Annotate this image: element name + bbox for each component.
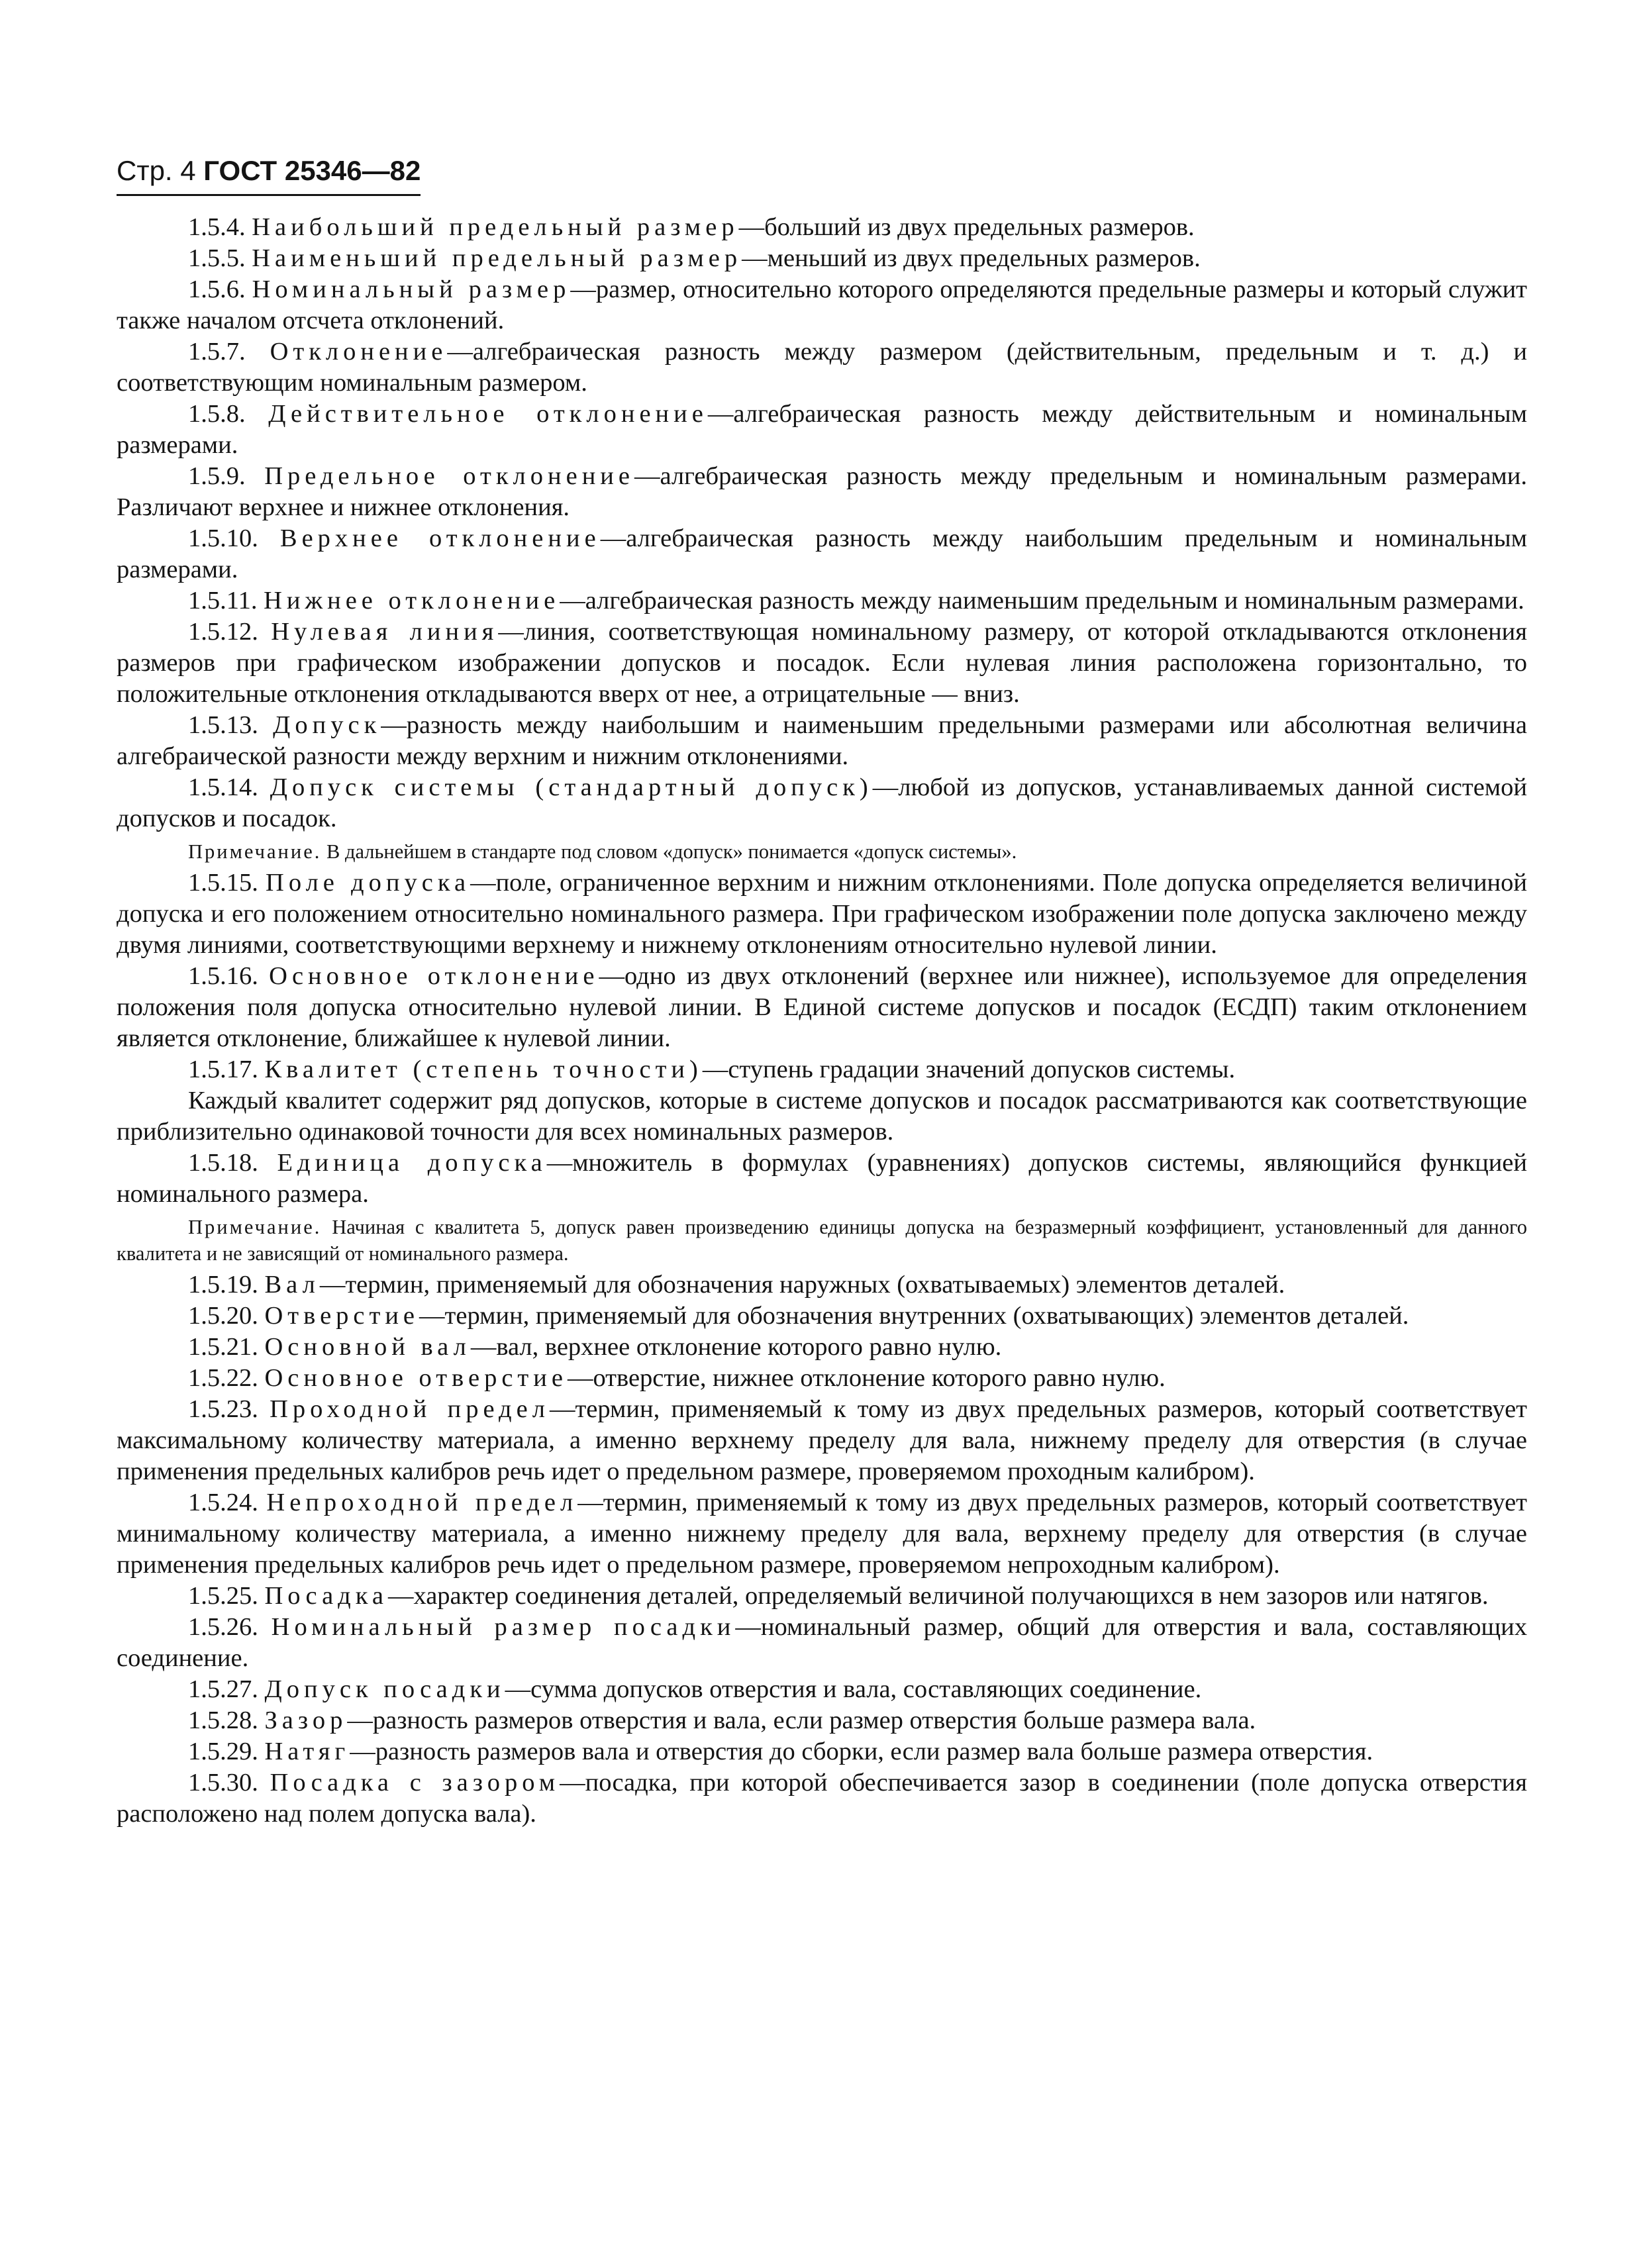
clause-term: Основное отклонение	[269, 962, 599, 990]
clause-1-5-8	[117, 399, 1527, 461]
clause-term: Отклонение	[270, 338, 448, 366]
note-tolerance	[117, 838, 1527, 865]
clause-number: 1.5.25.	[188, 1582, 258, 1610]
clause-text: —одно из двух отклонений (верхнее или нижнее), используемое для определения положения поля допуска относительно нулевой линии. В Единой системе допусков и посадок (ЕСДП) таким отклонением является отклонение, ближайшее к нулевой линии.	[117, 962, 1527, 1052]
clause-number: 1.5.29.	[188, 1738, 258, 1765]
clause-term: Предельное отклонение	[264, 462, 634, 490]
clause-text: —алгебраическая разность между действительным и номинальным размерами.	[117, 400, 1528, 459]
clause-text: —характер соединения деталей, определяемый величиной получающихся в нем зазоров или натягов.	[387, 1582, 1489, 1610]
clause-term: Нулевая линия	[271, 618, 499, 646]
clause-number: 1.5.22.	[188, 1364, 258, 1392]
clause-term: Вал	[264, 1271, 320, 1299]
clause-term: Нижнее отклонение	[264, 587, 560, 615]
clause-number: 1.5.11.	[188, 587, 258, 615]
clause-text: —разность размеров отверстия и вала, если размер отверстия больше размера вала.	[347, 1706, 1256, 1734]
clause-text: —больший из двух предельных размеров.	[738, 213, 1195, 241]
clause-number: 1.5.4.	[188, 213, 246, 241]
clause-text: —множитель в формулах (уравнениях) допусков системы, являющийся функцией номинального размера.	[117, 1149, 1527, 1208]
page-number: Стр. 4	[117, 155, 196, 186]
clause-term: Допуск	[273, 711, 381, 739]
clause-term: Посадка с зазором	[270, 1769, 560, 1797]
clause-number: 1.5.28.	[188, 1706, 258, 1734]
clause-term: Зазор	[264, 1706, 348, 1734]
clause-term: Допуск системы (стандартный допуск)	[270, 773, 873, 801]
clause-1-5-18	[117, 1148, 1527, 1210]
clause-1-5-30	[117, 1767, 1527, 1830]
clause-number: 1.5.30.	[188, 1769, 258, 1797]
clause-number: 1.5.24.	[188, 1489, 258, 1516]
clause-1-5-23	[117, 1394, 1527, 1487]
clause-term: Основной вал	[264, 1333, 471, 1361]
note-label: Примечание.	[188, 840, 322, 863]
clause-text: —посадка, при которой обеспечивается зазор в соединении (поле допуска отверстия расположено над полем допуска вала).	[117, 1769, 1527, 1828]
clause-text: —отверстие, нижнее отклонение которого равно нулю.	[567, 1364, 1166, 1392]
clause-1-5-11	[117, 585, 1527, 616]
clause-term: Отверстие	[264, 1302, 420, 1330]
clause-term: Единица допуска	[277, 1149, 547, 1177]
clause-number: 1.5.12.	[188, 618, 258, 646]
clause-term: Верхнее отклонение	[279, 524, 601, 552]
clause-1-5-6	[117, 274, 1527, 336]
clause-number: 1.5.20.	[188, 1302, 258, 1330]
clause-text: —размер, относительно которого определяются предельные размеры и который служит также началом отсчета отклонений.	[117, 275, 1528, 334]
clause-1-5-14	[117, 772, 1527, 834]
clause-term: Наибольший предельный размер	[252, 213, 739, 241]
clause-1-5-10	[117, 523, 1527, 585]
clause-text: —термин, применяемый для обозначения внутренних (охватывающих) элементов деталей.	[419, 1302, 1409, 1330]
clause-number: 1.5.6.	[188, 275, 246, 303]
clause-1-5-7	[117, 336, 1527, 399]
clause-text: —любой из допусков, устанавливаемых данной системой допусков и посадок.	[117, 773, 1528, 832]
clause-1-5-29	[117, 1736, 1527, 1767]
clause-number: 1.5.10.	[188, 524, 258, 552]
clause-1-5-17	[117, 1054, 1527, 1085]
clause-number: 1.5.7.	[188, 338, 246, 366]
page-header	[117, 152, 421, 196]
clause-term: Непроходной предел	[266, 1489, 578, 1516]
clause-text: —термин, применяемый для обозначения наружных (охватываемых) элементов деталей.	[319, 1271, 1285, 1299]
clause-number: 1.5.16.	[188, 962, 258, 990]
clause-1-5-25	[117, 1581, 1527, 1612]
clause-number: 1.5.21.	[188, 1333, 258, 1361]
clause-1-5-9	[117, 461, 1527, 523]
clause-text: —алгебраическая разность между наименьшим предельным и номинальным размерами.	[560, 587, 1524, 615]
clause-number: 1.5.18.	[188, 1149, 258, 1177]
note-tolerance-unit	[117, 1214, 1527, 1267]
clause-number: 1.5.15.	[188, 869, 258, 897]
note-text: В дальнейшем в стандарте под словом «допуск» понимается «допуск системы».	[321, 840, 1017, 863]
clause-text: —вал, верхнее отклонение которого равно нулю.	[470, 1333, 1002, 1361]
clause-1-5-28	[117, 1705, 1527, 1736]
document-body	[117, 212, 1527, 1830]
kvalitet-explanation: Каждый квалитет содержит ряд допусков, которые в системе допусков и посадок рассматриваются как соответствующие приблизительно одинаковой точности для всех номинальных размеров.	[117, 1087, 1527, 1146]
clause-term: Основное отверстие	[264, 1364, 568, 1392]
clause-text: —алгебраическая разность между размером (действительным, предельным и т. д.) и соответствующим номинальным размером.	[117, 338, 1527, 397]
clause-number: 1.5.14.	[188, 773, 258, 801]
clause-number: 1.5.9.	[188, 462, 246, 490]
clause-text: —поле, ограниченное верхним и нижним отклонениями. Поле допуска определяется величиной допуска и его положением относительно номинального размера. При графическом изображении поле допуска заключено между двумя линиями, соответствующими верхнему и нижнему отклонениям относительно нулевой линии.	[117, 869, 1527, 959]
clause-number: 1.5.27.	[188, 1675, 258, 1703]
clause-1-5-21	[117, 1332, 1527, 1363]
clause-text: —алгебраическая разность между наибольшим предельным и номинальным размерами.	[117, 524, 1527, 583]
note-label: Примечание.	[188, 1216, 322, 1238]
document-page	[117, 152, 1527, 1830]
clause-term: Допуск посадки	[264, 1675, 505, 1703]
clause-1-5-24	[117, 1487, 1527, 1581]
clause-1-5-4	[117, 212, 1527, 243]
clause-number: 1.5.23.	[188, 1395, 258, 1423]
clause-number: 1.5.13.	[188, 711, 258, 739]
note-text: Начиная с квалитета 5, допуск равен произведению единицы допуска на безразмерный коэффициент, установленный для данного квалитета и не зависящий от номинального размера.	[117, 1216, 1527, 1265]
clause-term: Посадка	[264, 1582, 388, 1610]
clause-term: Номинальный размер посадки	[271, 1613, 736, 1641]
clause-1-5-5	[117, 243, 1527, 274]
clause-term: Квалитет (степень точности)	[264, 1056, 703, 1083]
clause-1-5-26	[117, 1612, 1527, 1674]
clause-number: 1.5.8.	[188, 400, 246, 428]
clause-number: 1.5.17.	[188, 1056, 258, 1083]
clause-text: —сумма допусков отверстия и вала, составляющих соединение.	[505, 1675, 1202, 1703]
clause-text: —номинальный размер, общий для отверстия и вала, составляющих соединение.	[117, 1613, 1527, 1672]
clause-1-5-16	[117, 961, 1527, 1054]
clause-1-5-27	[117, 1674, 1527, 1705]
clause-text: —меньший из двух предельных размеров.	[742, 244, 1201, 272]
clause-number: 1.5.19.	[188, 1271, 258, 1299]
clause-1-5-20	[117, 1301, 1527, 1332]
clause-term: Номинальный размер	[252, 275, 571, 303]
clause-term: Проходной предел	[270, 1395, 550, 1423]
clause-term: Натяг	[264, 1738, 350, 1765]
clause-1-5-12	[117, 616, 1527, 710]
clause-number: 1.5.26.	[188, 1613, 258, 1641]
clause-1-5-15	[117, 867, 1527, 961]
clause-text: —линия, соответствующая номинальному размеру, от которой откладываются отклонения размеров при графическом изображении допусков и посадок. Если нулевая линия расположена горизонтально, то положительные отклонения откладываются вверх от нее, а отрицательные — вниз.	[117, 618, 1527, 708]
standard-designation: ГОСТ 25346—82	[203, 155, 421, 186]
clause-term: Наименьший предельный размер	[252, 244, 742, 272]
clause-term: Поле допуска	[266, 869, 471, 897]
clause-1-5-22	[117, 1363, 1527, 1394]
header-rule	[117, 194, 421, 196]
clause-text: —разность размеров вала и отверстия до сборки, если размер вала больше размера отверстия.	[350, 1738, 1373, 1765]
clause-term: Действительное отклонение	[268, 400, 708, 428]
clause-text: —ступень градации значений допусков системы.	[702, 1056, 1236, 1083]
clause-1-5-19	[117, 1269, 1527, 1301]
clause-1-5-13	[117, 710, 1527, 772]
clause-text: —разность между наибольшим и наименьшим предельными размерами или абсолютная величина алгебраической разности между верхним и нижним отклонениями.	[117, 711, 1527, 770]
clause-number: 1.5.5.	[188, 244, 246, 272]
clause-text: —термин, применяемый к тому из двух предельных размеров, который соответствует максимальному количеству материала, а именно верхнему пределу для вала, нижнему пределу для отверстия (в случае применения предельных калибров речь идет о предельном размере, проверяемом проходным калибром).	[117, 1395, 1528, 1485]
clause-text: —термин, применяемый к тому из двух предельных размеров, который соответствует минимальному количеству материала, а именно нижнему пределу для вала, верхнему пределу для отверстия (в случае применения предельных калибров речь идет о предельном размере, проверяемом непроходным калибром).	[117, 1489, 1527, 1579]
clause-text: —алгебраическая разность между предельным и номинальным размерами. Различают верхнее и нижнее отклонения.	[117, 462, 1528, 521]
